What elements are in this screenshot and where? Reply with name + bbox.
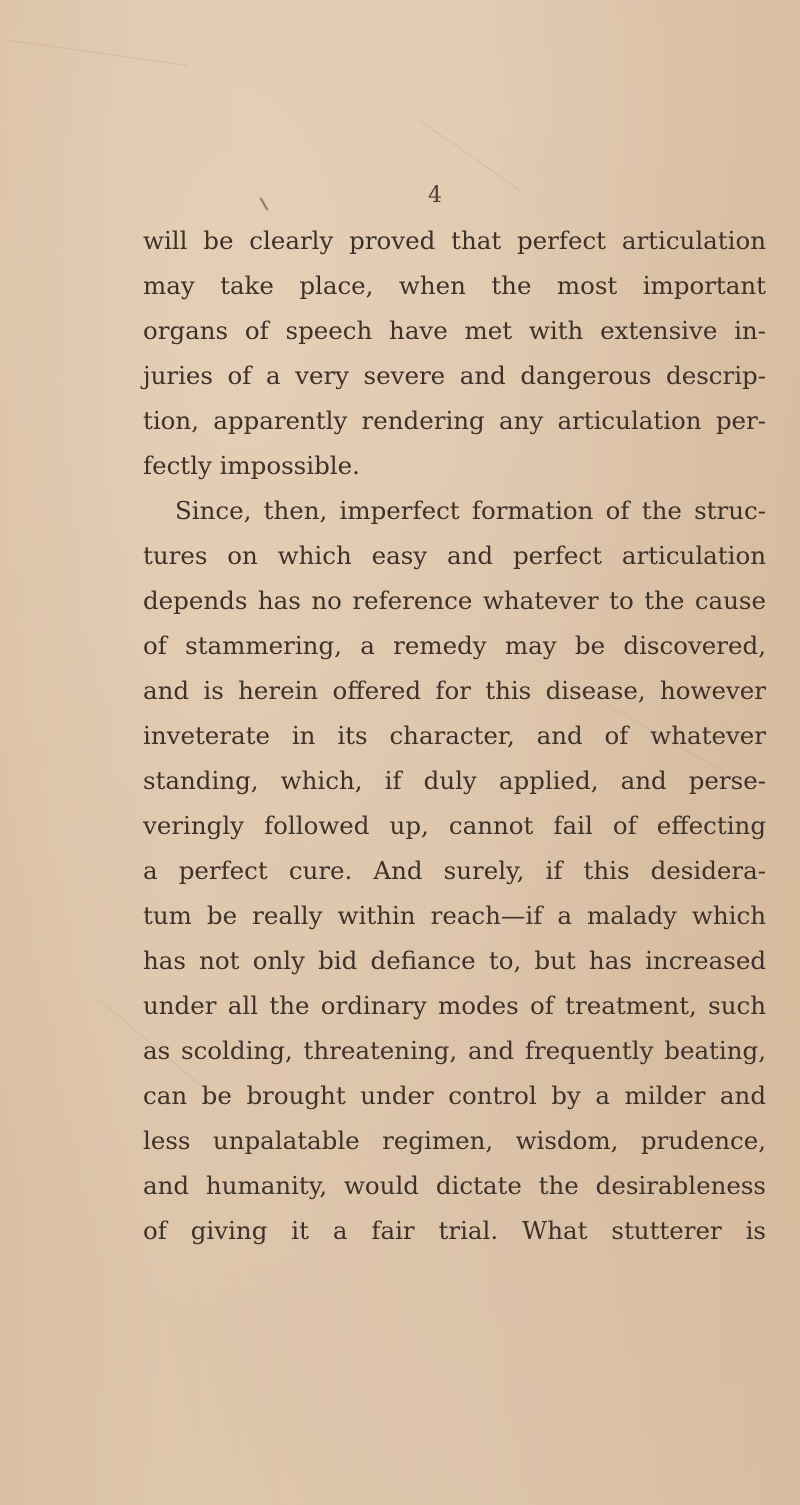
- text-line: inveterate in its character, and of whatever: [143, 721, 766, 750]
- text-line: organs of speech have met with extensive in-: [143, 316, 766, 345]
- text-line: can be brought under control by a milder and: [143, 1081, 766, 1110]
- text-line: as scolding, threatening, and frequently beating,: [143, 1036, 766, 1065]
- text-line: less unpalatable regimen, wisdom, prudence,: [143, 1126, 766, 1155]
- text-line: standing, which, if duly applied, and perse-: [143, 766, 766, 795]
- text-line: juries of a very severe and dangerous descrip-: [143, 361, 766, 390]
- text-line: of stammering, a remedy may be discovered,: [143, 631, 766, 660]
- paper-scratch: [10, 40, 188, 66]
- text-line: veringly followed up, cannot fail of effecting: [143, 811, 766, 840]
- text-line: under all the ordinary modes of treatment, such: [143, 991, 766, 1020]
- text-line: tum be really within reach—if a malady which: [143, 901, 766, 930]
- paper-scratch: [420, 120, 519, 190]
- text-line-paragraph-start: Since, then, imperfect formation of the struc-: [175, 496, 766, 525]
- text-line: a perfect cure. And surely, if this desidera-: [143, 856, 766, 885]
- text-line-paragraph-end: fectly impossible.: [143, 451, 360, 480]
- text-line: and humanity, would dictate the desirableness: [143, 1171, 766, 1200]
- text-line: of giving it a fair trial. What stutterer is: [143, 1216, 766, 1245]
- text-line: will be clearly proved that perfect articulation: [143, 226, 766, 255]
- text-line: depends has no reference whatever to the cause: [143, 586, 766, 615]
- text-line: and is herein offered for this disease, however: [143, 676, 766, 705]
- text-line: has not only bid defiance to, but has increased: [143, 946, 766, 975]
- text-line: tion, apparently rendering any articulation per-: [143, 406, 766, 435]
- text-line: may take place, when the most important: [143, 271, 766, 300]
- text-line: tures on which easy and perfect articulation: [143, 541, 766, 570]
- page-number: 4: [428, 183, 442, 208]
- body-text: [143, 218, 766, 1253]
